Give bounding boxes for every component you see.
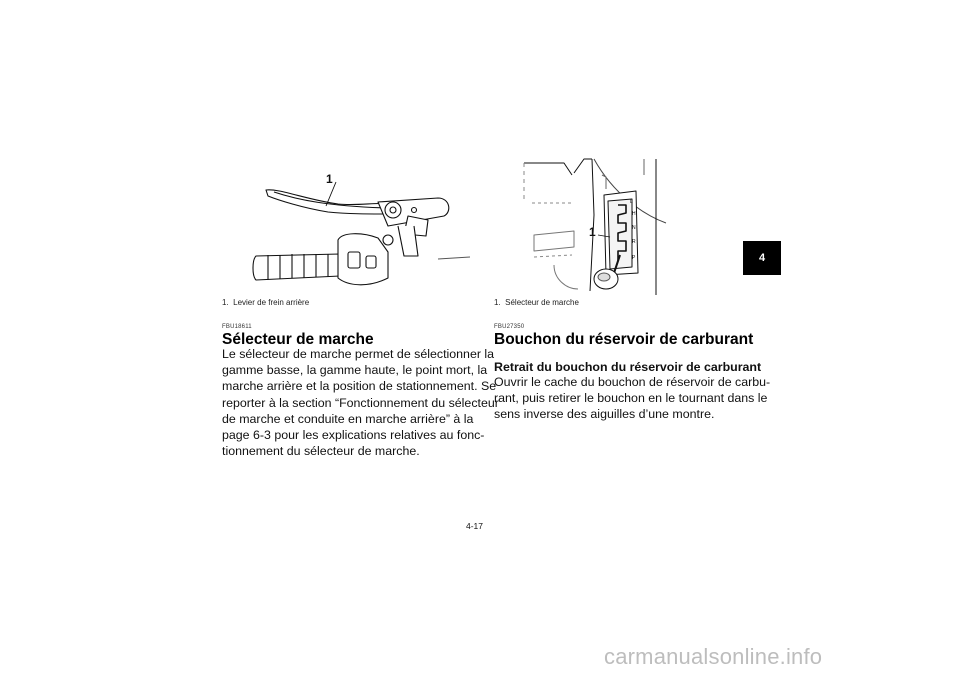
section-body <box>222 346 499 459</box>
gate-label-r: R <box>632 239 636 245</box>
gate-label-h: H <box>632 211 636 217</box>
body-line: gamme basse, la gamme haute, le point mort, la <box>222 363 488 378</box>
brake-lever-illustration <box>238 160 470 292</box>
chapter-tab <box>743 241 781 275</box>
chapter-tab-label: 4 <box>758 252 766 264</box>
section-heading: Bouchon du réservoir de carburant <box>494 331 754 348</box>
caption-text: Sélecteur de marche <box>505 298 579 307</box>
watermark-text: carmanualsonline.info <box>604 644 823 669</box>
gate-label-p: P <box>632 255 636 261</box>
subsection-heading: Retrait du bouchon du réservoir de carburant <box>494 360 762 374</box>
caption-text: Levier de frein arrière <box>233 298 310 307</box>
callout-number: 1 <box>589 225 596 239</box>
gate-label-l: L <box>630 199 633 205</box>
body-line: page 6-3 pour les explications relatives au fonc- <box>222 428 485 443</box>
caption-number: 1. <box>494 298 501 307</box>
caption-number: 1. <box>222 298 229 307</box>
section-code: FBU27350 <box>494 324 525 330</box>
figure-caption <box>494 298 579 307</box>
figure-caption <box>222 298 309 307</box>
callout-number: 1 <box>326 172 333 186</box>
body-line: marche arrière et la position de stationnement. Se <box>222 379 497 394</box>
section-heading: Sélecteur de marche <box>222 331 374 348</box>
body-line: de marche et conduite en marche arrière” à la <box>222 411 474 426</box>
body-line: sens inverse des aiguilles d’une montre. <box>494 407 715 422</box>
brake-lever-drawing <box>238 160 470 292</box>
body-line: reporter à la section “Fonctionnement du sélecteur <box>222 395 499 410</box>
gate-label-n: N <box>632 225 636 231</box>
body-line: Le sélecteur de marche permet de sélectionner la <box>222 347 495 361</box>
body-line: tionnement du sélecteur de marche. <box>222 444 420 459</box>
body-line: rant, puis retirer le bouchon en le tournant dans le <box>494 391 768 406</box>
body-line: Ouvrir le cache du bouchon de réservoir de carbu- <box>494 375 771 389</box>
gear-selector-illustration <box>494 155 668 295</box>
section-code: FBU18611 <box>222 324 252 330</box>
section-body <box>494 374 771 423</box>
page-number: 4-17 <box>466 521 484 531</box>
gear-selector-drawing <box>494 155 668 295</box>
